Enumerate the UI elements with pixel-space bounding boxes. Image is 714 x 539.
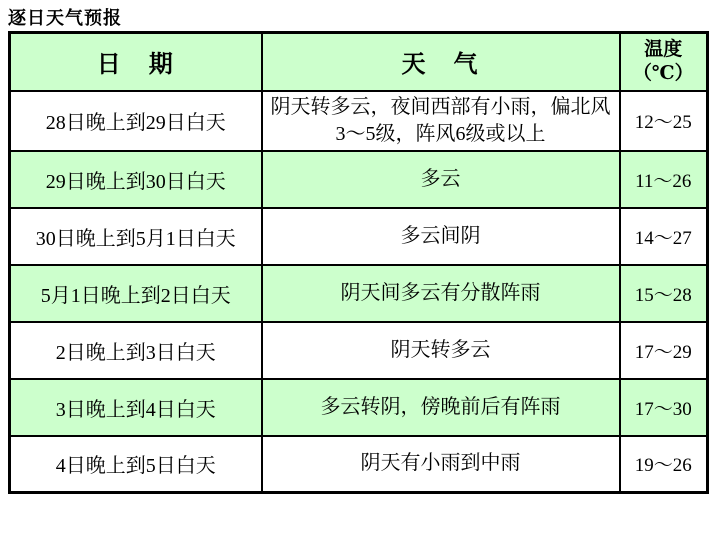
table-row xyxy=(10,322,708,379)
header-row xyxy=(10,33,708,91)
temperature-cell: 12～25 xyxy=(620,91,708,151)
table-row xyxy=(10,91,708,151)
page-title: 逐日天气预报 xyxy=(8,8,122,28)
temperature-header-line2: （℃） xyxy=(632,62,694,84)
date-cell: 29日晚上到30日白天 xyxy=(10,151,262,208)
column-header-date: 日 期 xyxy=(10,33,262,91)
forecast-table xyxy=(8,31,709,494)
temperature-cell: 15～28 xyxy=(620,265,708,322)
date-cell: 28日晚上到29日白天 xyxy=(10,91,262,151)
column-header-temperature xyxy=(620,33,708,91)
date-cell: 30日晚上到5月1日白天 xyxy=(10,208,262,265)
table-row xyxy=(10,208,708,265)
weather-cell: 阴天转多云，夜间西部有小雨，偏北风3～5级，阵风6级或以上 xyxy=(262,91,620,151)
date-cell: 5月1日晚上到2日白天 xyxy=(10,265,262,322)
table-row xyxy=(10,265,708,322)
forecast-table-header xyxy=(10,33,708,91)
weather-cell: 阴天转多云 xyxy=(262,322,620,379)
table-row xyxy=(10,436,708,493)
weather-cell: 阴天间多云有分散阵雨 xyxy=(262,265,620,322)
date-cell: 2日晚上到3日白天 xyxy=(10,322,262,379)
date-cell: 4日晚上到5日白天 xyxy=(10,436,262,493)
temperature-cell: 17～29 xyxy=(620,322,708,379)
temperature-cell: 19～26 xyxy=(620,436,708,493)
date-cell: 3日晚上到4日白天 xyxy=(10,379,262,436)
temperature-cell: 17～30 xyxy=(620,379,708,436)
weather-cell: 多云转阴，傍晚前后有阵雨 xyxy=(262,379,620,436)
weather-cell: 阴天有小雨到中雨 xyxy=(262,436,620,493)
table-row xyxy=(10,379,708,436)
column-header-weather: 天 气 xyxy=(262,33,620,91)
table-row xyxy=(10,151,708,208)
temperature-header-line1: 温度 xyxy=(644,39,683,60)
forecast-table-body xyxy=(10,91,708,493)
weather-cell: 多云 xyxy=(262,151,620,208)
weather-cell: 多云间阴 xyxy=(262,208,620,265)
temperature-cell: 14～27 xyxy=(620,208,708,265)
temperature-cell: 11～26 xyxy=(620,151,708,208)
